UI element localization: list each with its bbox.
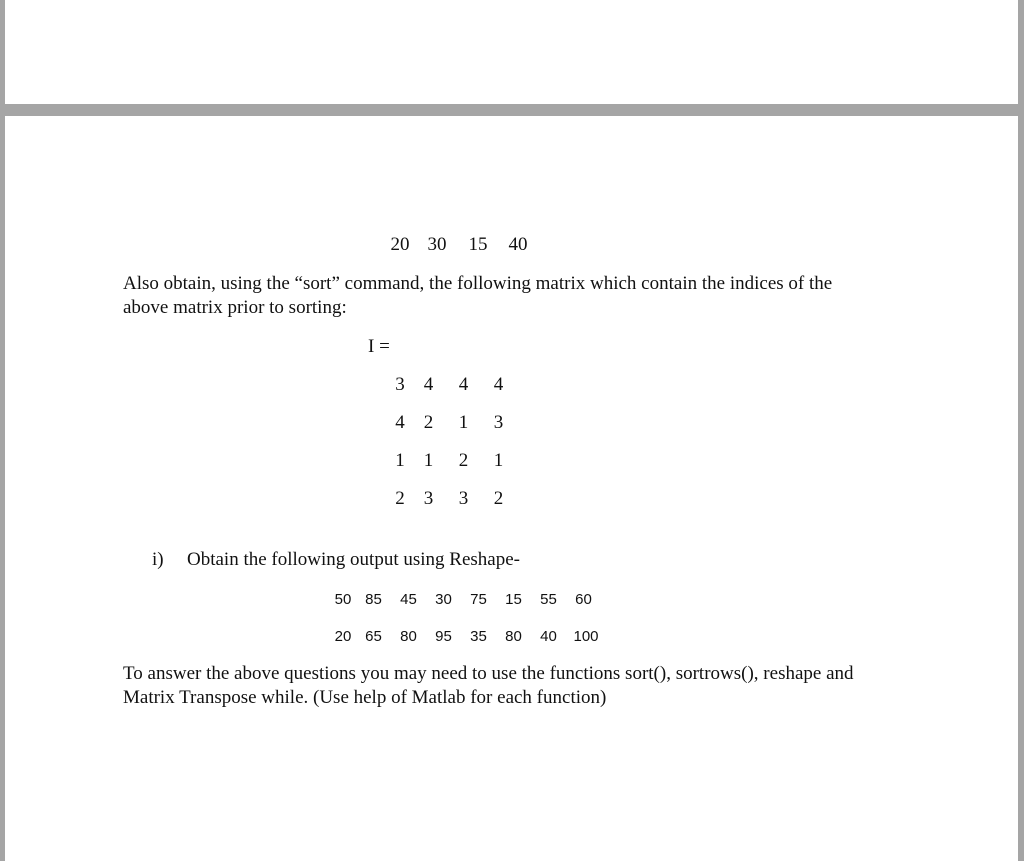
matrix-cell: 4 xyxy=(423,374,434,395)
output-cell: 55 xyxy=(540,591,557,608)
output-cell: 35 xyxy=(470,628,487,645)
output-cell: 95 xyxy=(435,628,452,645)
output-cell: 100 xyxy=(573,628,599,645)
matrix-cell: 4 xyxy=(458,374,469,395)
paragraph-line: above matrix prior to sorting: xyxy=(123,297,347,318)
matrix-label: I = xyxy=(368,336,390,357)
output-cell: 60 xyxy=(575,591,592,608)
matrix-row xyxy=(389,374,516,396)
matrix-cell: 2 xyxy=(458,450,469,471)
matrix-cell: 4 xyxy=(395,412,405,433)
matrix-row xyxy=(389,488,516,510)
document-page xyxy=(5,116,1018,861)
matrix-cell: 1 xyxy=(458,412,469,433)
paragraph-line: Also obtain, using the “sort” command, the following matrix which contain the indices of the xyxy=(123,273,833,294)
output-cell: 75 xyxy=(470,591,487,608)
matrix-cell: 30 xyxy=(427,234,447,255)
output-cell: 65 xyxy=(365,628,382,645)
output-cell: 80 xyxy=(400,628,417,645)
output-cell: 80 xyxy=(505,628,522,645)
output-cell: 20 xyxy=(334,628,352,645)
matrix-row xyxy=(389,412,516,434)
reshape-output-row xyxy=(330,591,601,608)
paragraph-line: Matrix Transpose while. (Use help of Matlab for each function) xyxy=(123,687,607,708)
sorted-values-row xyxy=(385,234,539,256)
output-cell: 30 xyxy=(435,591,452,608)
matrix-cell: 1 xyxy=(493,450,504,471)
output-cell: 50 xyxy=(334,591,352,608)
matrix-cell: 40 xyxy=(508,234,528,255)
output-cell: 85 xyxy=(365,591,382,608)
output-cell: 45 xyxy=(400,591,417,608)
output-cell: 15 xyxy=(505,591,522,608)
paragraph-line: To answer the above questions you may need to use the functions sort(), sortrows(), reshape and xyxy=(123,663,854,684)
matrix-cell: 2 xyxy=(423,412,434,433)
matrix-cell: 1 xyxy=(395,450,405,471)
matrix-cell: 3 xyxy=(458,488,469,509)
output-cell: 40 xyxy=(540,628,557,645)
list-marker: i) xyxy=(152,549,164,570)
document-page-previous xyxy=(5,0,1018,104)
matrix-cell: 1 xyxy=(423,450,434,471)
matrix-cell: 4 xyxy=(493,374,504,395)
matrix-row xyxy=(389,450,516,472)
matrix-cell: 2 xyxy=(395,488,405,509)
matrix-cell: 20 xyxy=(390,234,410,255)
reshape-output-row xyxy=(330,628,606,645)
matrix-cell: 3 xyxy=(493,412,504,433)
list-item-text: Obtain the following output using Reshape- xyxy=(187,549,520,570)
matrix-cell: 2 xyxy=(493,488,504,509)
matrix-cell: 3 xyxy=(395,374,405,395)
matrix-cell: 15 xyxy=(468,234,488,255)
matrix-cell: 3 xyxy=(423,488,434,509)
